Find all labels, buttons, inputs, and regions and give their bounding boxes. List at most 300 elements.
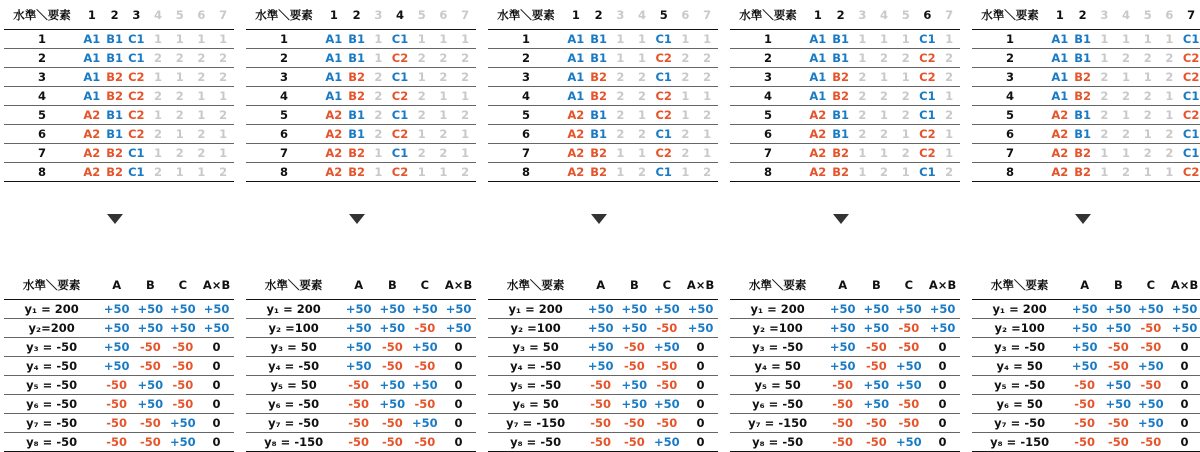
cell-value: 2 bbox=[675, 125, 697, 144]
effect-value: -50 bbox=[583, 395, 618, 414]
effect-value: +50 bbox=[441, 300, 476, 319]
cell-value: A1 bbox=[564, 87, 588, 106]
table-header bbox=[246, 2, 476, 30]
cell-value: 1 bbox=[1093, 30, 1115, 49]
header-column-6: 6 bbox=[1159, 2, 1181, 30]
cell-value: 2 bbox=[1115, 125, 1137, 144]
response-value: y₃ = -50 bbox=[972, 338, 1067, 357]
cell-value: 2 bbox=[938, 68, 960, 87]
cell-value: A1 bbox=[1048, 87, 1072, 106]
cell-value: 2 bbox=[1159, 68, 1181, 87]
table-row bbox=[972, 30, 1200, 49]
effect-value: 0 bbox=[925, 414, 960, 433]
cell-value: 1 bbox=[675, 30, 697, 49]
header-column-6: 6 bbox=[917, 2, 939, 30]
header-column-1: 1 bbox=[322, 2, 346, 30]
cell-value: 2 bbox=[631, 87, 653, 106]
table-row bbox=[4, 395, 234, 414]
table-row bbox=[4, 30, 234, 49]
effect-value: 0 bbox=[683, 395, 718, 414]
effect-value: +50 bbox=[825, 357, 860, 376]
response-value: y₃ = -50 bbox=[730, 338, 825, 357]
effect-value: +50 bbox=[167, 319, 200, 338]
cell-value: 2 bbox=[411, 49, 433, 68]
effect-value: -50 bbox=[1102, 414, 1135, 433]
cell-value: A2 bbox=[322, 106, 346, 125]
cell-value: 1 bbox=[454, 87, 476, 106]
table-row bbox=[246, 68, 476, 87]
table-row bbox=[730, 395, 960, 414]
header-column-4: 4 bbox=[147, 2, 169, 30]
effect-value: +50 bbox=[134, 395, 167, 414]
cell-value: 1 bbox=[1137, 30, 1159, 49]
cell-value: 1 bbox=[454, 144, 476, 163]
header-column-4: 4 bbox=[389, 2, 411, 30]
table-row bbox=[730, 68, 960, 87]
cell-value: B1 bbox=[588, 106, 610, 125]
effect-value: +50 bbox=[618, 319, 651, 338]
table-row bbox=[972, 395, 1200, 414]
cell-value: A2 bbox=[806, 144, 830, 163]
effect-value: 0 bbox=[925, 376, 960, 395]
effect-value: +50 bbox=[376, 300, 409, 319]
cell-value: 1 bbox=[1115, 68, 1137, 87]
effect-value: -50 bbox=[167, 395, 200, 414]
row-level: 7 bbox=[972, 144, 1048, 163]
row-level: 5 bbox=[246, 106, 322, 125]
effect-value: +50 bbox=[341, 357, 376, 376]
cell-value: 1 bbox=[1093, 49, 1115, 68]
cell-value: 2 bbox=[609, 125, 631, 144]
cell-value: C2 bbox=[389, 49, 411, 68]
effect-value: +50 bbox=[618, 376, 651, 395]
table-row bbox=[972, 144, 1200, 163]
effect-value: +50 bbox=[409, 376, 442, 395]
cell-value: 1 bbox=[938, 125, 960, 144]
header-factor-A: A bbox=[341, 272, 376, 300]
effect-value: -50 bbox=[409, 433, 442, 452]
cell-value: 2 bbox=[212, 49, 234, 68]
cell-value: C2 bbox=[917, 68, 939, 87]
cell-value: A1 bbox=[806, 68, 830, 87]
cell-value: 1 bbox=[1159, 106, 1181, 125]
effect-value: +50 bbox=[860, 300, 893, 319]
table-row bbox=[972, 125, 1200, 144]
effect-value: +50 bbox=[99, 300, 134, 319]
cell-value: 1 bbox=[147, 106, 169, 125]
response-value: y₅ = -50 bbox=[972, 376, 1067, 395]
cell-value: 1 bbox=[895, 125, 917, 144]
cell-value: 1 bbox=[631, 144, 653, 163]
header-column-1: 1 bbox=[80, 2, 104, 30]
cell-value: A1 bbox=[80, 68, 104, 87]
response-value: y₂ =100 bbox=[972, 319, 1067, 338]
effect-value: +50 bbox=[199, 319, 234, 338]
table-header bbox=[730, 2, 960, 30]
effect-value: 0 bbox=[683, 376, 718, 395]
row-level: 1 bbox=[730, 30, 806, 49]
row-level: 3 bbox=[730, 68, 806, 87]
effect-table bbox=[730, 272, 960, 452]
effect-value: +50 bbox=[583, 357, 618, 376]
table-row bbox=[4, 144, 234, 163]
table-row bbox=[488, 338, 718, 357]
table-row bbox=[246, 338, 476, 357]
cell-value: 2 bbox=[938, 163, 960, 182]
table-row bbox=[730, 433, 960, 452]
cell-value: 2 bbox=[191, 68, 213, 87]
response-value: y₄ = -50 bbox=[4, 357, 99, 376]
cell-value: 2 bbox=[873, 87, 895, 106]
cell-value: B1 bbox=[346, 49, 368, 68]
effect-value: -50 bbox=[1135, 319, 1168, 338]
cell-value: 1 bbox=[433, 106, 455, 125]
cell-value: 1 bbox=[1137, 68, 1159, 87]
cell-value: C1 bbox=[917, 106, 939, 125]
table-row bbox=[246, 49, 476, 68]
response-value: y₂ =100 bbox=[246, 319, 341, 338]
header-column-2: 2 bbox=[1072, 2, 1094, 30]
effect-value: +50 bbox=[825, 300, 860, 319]
table-row bbox=[730, 319, 960, 338]
cell-value: 1 bbox=[367, 144, 389, 163]
cell-value: B2 bbox=[588, 144, 610, 163]
row-level: 8 bbox=[488, 163, 564, 182]
effect-value: +50 bbox=[1067, 300, 1102, 319]
table-row bbox=[730, 125, 960, 144]
cell-value: 2 bbox=[1137, 87, 1159, 106]
cell-value: 1 bbox=[696, 87, 718, 106]
effect-value: +50 bbox=[618, 395, 651, 414]
header-level-factor: 水準＼要素 bbox=[730, 2, 806, 30]
cell-value: C2 bbox=[1180, 106, 1200, 125]
table-row bbox=[488, 376, 718, 395]
table-header bbox=[730, 272, 960, 300]
table-row bbox=[4, 414, 234, 433]
row-level: 8 bbox=[972, 163, 1048, 182]
response-value: y₁ = 200 bbox=[488, 300, 583, 319]
cell-value: 1 bbox=[873, 30, 895, 49]
table-row bbox=[488, 106, 718, 125]
cell-value: 2 bbox=[367, 87, 389, 106]
response-value: y₇ = -150 bbox=[488, 414, 583, 433]
effect-value: -50 bbox=[341, 395, 376, 414]
table-row bbox=[730, 376, 960, 395]
effect-value: -50 bbox=[409, 319, 442, 338]
cell-value: A2 bbox=[322, 163, 346, 182]
effect-value: -50 bbox=[618, 414, 651, 433]
cell-value: B2 bbox=[346, 163, 368, 182]
orthogonal-array-table bbox=[4, 2, 234, 182]
cell-value: 2 bbox=[675, 144, 697, 163]
cell-value: C2 bbox=[653, 49, 675, 68]
cell-value: 1 bbox=[169, 125, 191, 144]
cell-value: 2 bbox=[696, 49, 718, 68]
effect-value: +50 bbox=[583, 319, 618, 338]
effect-value: 0 bbox=[441, 433, 476, 452]
cell-value: 1 bbox=[433, 163, 455, 182]
cell-value: 2 bbox=[169, 87, 191, 106]
row-level: 8 bbox=[730, 163, 806, 182]
table-row bbox=[246, 125, 476, 144]
cell-value: C1 bbox=[1180, 87, 1200, 106]
cell-value: 2 bbox=[675, 68, 697, 87]
header-column-4: 4 bbox=[631, 2, 653, 30]
cell-value: A2 bbox=[806, 125, 830, 144]
cell-value: B1 bbox=[830, 30, 852, 49]
header-level-factor: 水準＼要素 bbox=[246, 272, 341, 300]
row-level: 2 bbox=[246, 49, 322, 68]
cell-value: 2 bbox=[873, 163, 895, 182]
cell-value: B2 bbox=[104, 144, 126, 163]
effect-value: -50 bbox=[1135, 376, 1168, 395]
cell-value: A2 bbox=[806, 106, 830, 125]
table-row bbox=[972, 106, 1200, 125]
row-level: 1 bbox=[488, 30, 564, 49]
effect-value: -50 bbox=[99, 395, 134, 414]
effect-value: +50 bbox=[925, 300, 960, 319]
cell-value: 2 bbox=[1093, 106, 1115, 125]
header-factor-B: B bbox=[618, 272, 651, 300]
table-row bbox=[488, 30, 718, 49]
cell-value: 2 bbox=[1137, 49, 1159, 68]
table-row bbox=[730, 163, 960, 182]
cell-value: 2 bbox=[696, 68, 718, 87]
cell-value: C1 bbox=[653, 30, 675, 49]
effect-value: +50 bbox=[409, 300, 442, 319]
effect-value: -50 bbox=[1135, 338, 1168, 357]
table-row bbox=[730, 49, 960, 68]
cell-value: 2 bbox=[212, 163, 234, 182]
cell-value: C1 bbox=[917, 30, 939, 49]
table-row bbox=[246, 144, 476, 163]
cell-value: A2 bbox=[564, 144, 588, 163]
cell-value: C1 bbox=[917, 163, 939, 182]
row-level: 4 bbox=[246, 87, 322, 106]
row-level: 6 bbox=[4, 125, 80, 144]
cell-value: 1 bbox=[411, 125, 433, 144]
cell-value: 1 bbox=[411, 163, 433, 182]
header-column-3: 3 bbox=[851, 2, 873, 30]
cell-value: 2 bbox=[1159, 125, 1181, 144]
header-column-2: 2 bbox=[588, 2, 610, 30]
effect-value: 0 bbox=[1167, 433, 1200, 452]
cell-value: C1 bbox=[653, 163, 675, 182]
effect-value: -50 bbox=[860, 357, 893, 376]
row-level: 1 bbox=[4, 30, 80, 49]
cell-value: 2 bbox=[1115, 163, 1137, 182]
cell-value: 1 bbox=[851, 163, 873, 182]
response-value: y₆ = 50 bbox=[972, 395, 1067, 414]
cell-value: A2 bbox=[806, 163, 830, 182]
header-level-factor: 水準＼要素 bbox=[246, 2, 322, 30]
cell-value: 1 bbox=[675, 106, 697, 125]
table-row bbox=[4, 319, 234, 338]
response-value: y₃ = 50 bbox=[246, 338, 341, 357]
cell-value: 2 bbox=[938, 106, 960, 125]
cell-value: 2 bbox=[895, 87, 917, 106]
effect-value: -50 bbox=[1067, 376, 1102, 395]
effect-value: -50 bbox=[651, 414, 684, 433]
effect-value: 0 bbox=[683, 338, 718, 357]
response-value: y₇ = -50 bbox=[4, 414, 99, 433]
table-row bbox=[488, 125, 718, 144]
effect-value: -50 bbox=[134, 338, 167, 357]
table-row bbox=[246, 106, 476, 125]
cell-value: 1 bbox=[454, 30, 476, 49]
effect-value: -50 bbox=[99, 376, 134, 395]
cell-value: 1 bbox=[938, 144, 960, 163]
effect-value: -50 bbox=[167, 338, 200, 357]
effect-value: -50 bbox=[860, 338, 893, 357]
row-level: 7 bbox=[488, 144, 564, 163]
cell-value: A2 bbox=[564, 163, 588, 182]
header-column-3: 3 bbox=[609, 2, 631, 30]
cell-value: B1 bbox=[1072, 30, 1094, 49]
effect-value: 0 bbox=[1167, 395, 1200, 414]
cell-value: 1 bbox=[169, 30, 191, 49]
effect-value: -50 bbox=[893, 319, 926, 338]
effect-value: 0 bbox=[441, 338, 476, 357]
cell-value: B2 bbox=[588, 163, 610, 182]
table-header bbox=[972, 2, 1200, 30]
response-value: y₇ = -150 bbox=[730, 414, 825, 433]
table-row bbox=[246, 433, 476, 452]
cell-value: A1 bbox=[564, 68, 588, 87]
cell-value: 2 bbox=[873, 49, 895, 68]
row-level: 6 bbox=[488, 125, 564, 144]
header-factor-A×B: A×B bbox=[683, 272, 718, 300]
down-arrow-icon bbox=[833, 214, 849, 224]
cell-value: 2 bbox=[1159, 49, 1181, 68]
cell-value: A1 bbox=[806, 30, 830, 49]
effect-value: +50 bbox=[99, 319, 134, 338]
cell-value: 2 bbox=[631, 125, 653, 144]
cell-value: 1 bbox=[367, 49, 389, 68]
cell-value: A1 bbox=[80, 30, 104, 49]
header-column-2: 2 bbox=[346, 2, 368, 30]
header-factor-A×B: A×B bbox=[199, 272, 234, 300]
cell-value: 2 bbox=[609, 106, 631, 125]
effect-value: 0 bbox=[1167, 414, 1200, 433]
cell-value: B1 bbox=[1072, 106, 1094, 125]
cell-value: 1 bbox=[191, 106, 213, 125]
cell-value: C2 bbox=[653, 144, 675, 163]
table-row bbox=[488, 68, 718, 87]
effect-value: -50 bbox=[825, 433, 860, 452]
header-factor-C: C bbox=[409, 272, 442, 300]
effect-value: +50 bbox=[1135, 414, 1168, 433]
effect-value: +50 bbox=[1135, 300, 1168, 319]
cell-value: 1 bbox=[873, 68, 895, 87]
table-row bbox=[972, 68, 1200, 87]
cell-value: 2 bbox=[433, 125, 455, 144]
cell-value: 2 bbox=[433, 68, 455, 87]
cell-value: 2 bbox=[851, 106, 873, 125]
cell-value: C2 bbox=[653, 87, 675, 106]
table-row bbox=[246, 414, 476, 433]
response-value: y₈ = -50 bbox=[4, 433, 99, 452]
cell-value: A2 bbox=[80, 125, 104, 144]
cell-value: B1 bbox=[104, 30, 126, 49]
cell-value: A2 bbox=[1048, 106, 1072, 125]
effect-value: +50 bbox=[99, 338, 134, 357]
table-row bbox=[4, 357, 234, 376]
cell-value: 1 bbox=[609, 30, 631, 49]
effect-value: +50 bbox=[825, 319, 860, 338]
row-level: 5 bbox=[730, 106, 806, 125]
cell-value: B1 bbox=[830, 106, 852, 125]
response-value: y₈ = -150 bbox=[246, 433, 341, 452]
cell-value: 1 bbox=[696, 30, 718, 49]
cell-value: B2 bbox=[104, 68, 126, 87]
cell-value: A2 bbox=[1048, 125, 1072, 144]
header-column-1: 1 bbox=[564, 2, 588, 30]
effect-value: 0 bbox=[199, 433, 234, 452]
table-row bbox=[488, 395, 718, 414]
header-column-2: 2 bbox=[830, 2, 852, 30]
cell-value: B1 bbox=[346, 106, 368, 125]
cell-value: C2 bbox=[389, 163, 411, 182]
orthogonal-array-table bbox=[730, 2, 960, 182]
cell-value: 2 bbox=[147, 163, 169, 182]
effect-value: +50 bbox=[167, 414, 200, 433]
cell-value: 2 bbox=[1093, 68, 1115, 87]
header-column-3: 3 bbox=[1093, 2, 1115, 30]
response-value: y₈ = -150 bbox=[972, 433, 1067, 452]
cell-value: 2 bbox=[191, 125, 213, 144]
cell-value: 2 bbox=[895, 106, 917, 125]
header-level-factor: 水準＼要素 bbox=[488, 272, 583, 300]
cell-value: C1 bbox=[917, 87, 939, 106]
effect-value: +50 bbox=[583, 300, 618, 319]
cell-value: 1 bbox=[1115, 106, 1137, 125]
effect-value: +50 bbox=[1102, 376, 1135, 395]
cell-value: A1 bbox=[322, 87, 346, 106]
cell-value: 2 bbox=[191, 49, 213, 68]
effect-value: 0 bbox=[683, 357, 718, 376]
cell-value: C2 bbox=[917, 144, 939, 163]
down-arrow-icon bbox=[1075, 214, 1091, 224]
cell-value: C2 bbox=[125, 87, 147, 106]
cell-value: C1 bbox=[389, 68, 411, 87]
cell-value: C2 bbox=[1180, 163, 1200, 182]
cell-value: 1 bbox=[631, 30, 653, 49]
cell-value: A2 bbox=[322, 125, 346, 144]
cell-value: 2 bbox=[609, 87, 631, 106]
cell-value: A1 bbox=[80, 49, 104, 68]
header-column-7: 7 bbox=[1180, 2, 1200, 30]
cell-value: 1 bbox=[169, 163, 191, 182]
row-level: 6 bbox=[246, 125, 322, 144]
row-level: 3 bbox=[246, 68, 322, 87]
cell-value: A1 bbox=[322, 49, 346, 68]
effect-value: +50 bbox=[618, 300, 651, 319]
cell-value: 2 bbox=[367, 106, 389, 125]
effect-value: +50 bbox=[683, 300, 718, 319]
row-level: 4 bbox=[730, 87, 806, 106]
response-value: y₅ = -50 bbox=[488, 376, 583, 395]
effect-value: 0 bbox=[199, 357, 234, 376]
header-column-5: 5 bbox=[895, 2, 917, 30]
effect-value: -50 bbox=[825, 395, 860, 414]
response-value: y₂=200 bbox=[4, 319, 99, 338]
effect-value: -50 bbox=[1102, 433, 1135, 452]
response-value: y₅ = 50 bbox=[246, 376, 341, 395]
cell-value: 1 bbox=[873, 144, 895, 163]
table-row bbox=[730, 144, 960, 163]
response-value: y₂ =100 bbox=[488, 319, 583, 338]
